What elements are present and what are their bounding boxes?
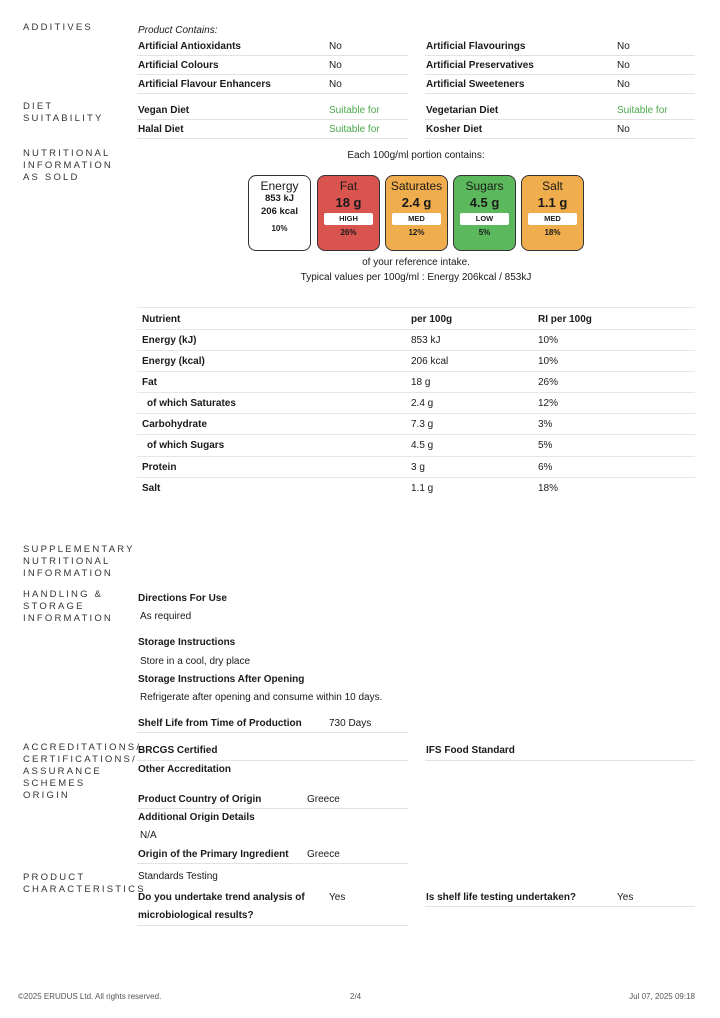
- light-name: Saturates: [390, 179, 443, 193]
- table-row: [137, 477, 695, 498]
- standards-testing-heading: Standards Testing: [138, 871, 218, 882]
- table-cell-nutrient: Energy (kJ): [142, 335, 197, 346]
- additional-origin-label: Additional Origin Details: [138, 812, 255, 823]
- brc-label: BRCGS Certified: [138, 745, 218, 756]
- section-label-origin: ORIGIN: [23, 790, 70, 801]
- light-value: 2.4 g: [401, 195, 432, 210]
- additive-value: No: [329, 60, 342, 71]
- row-divider: [425, 760, 695, 761]
- primary-origin-label: Origin of the Primary Ingredient: [138, 849, 289, 860]
- diet-value: No: [617, 124, 630, 135]
- directions-value: As required: [140, 611, 192, 622]
- row-divider: [137, 93, 408, 94]
- energy-light-kcal: 206 kcal: [261, 206, 298, 217]
- light-pct: 5%: [478, 228, 491, 237]
- country-origin-value: Greece: [307, 794, 340, 805]
- row-divider: [137, 55, 408, 56]
- shelf-life-value: 730 Days: [329, 718, 372, 729]
- light-level: HIGH: [324, 213, 373, 225]
- shelf-test-value: Yes: [617, 892, 634, 903]
- shelf-life-label: Shelf Life from Time of Production: [138, 718, 302, 729]
- light-value: 18 g: [335, 195, 362, 210]
- table-cell-nutrient: Salt: [142, 483, 161, 494]
- additive-label: Artificial Antioxidants: [138, 41, 241, 52]
- row-divider: [137, 138, 408, 139]
- table-header-ri: RI per 100g: [538, 314, 592, 325]
- table-cell-value: 853 kJ: [411, 335, 441, 346]
- ifs-label: IFS Food Standard: [426, 745, 515, 756]
- additive-value: No: [617, 60, 630, 71]
- table-cell-ri: 10%: [538, 335, 559, 346]
- row-divider: [425, 74, 695, 75]
- row-divider: [425, 93, 695, 94]
- diet-label: Vegetarian Diet: [426, 105, 499, 116]
- diet-label: Halal Diet: [138, 124, 184, 135]
- table-cell-nutrient: of which Sugars: [147, 440, 225, 451]
- table-cell-ri: 12%: [538, 398, 559, 409]
- additive-value: No: [617, 41, 630, 52]
- footer-date: Jul 07, 2025 09:18: [629, 992, 695, 1001]
- trend-analysis-label-1: Do you undertake trend analysis of: [138, 892, 305, 903]
- additive-label: Artificial Flavour Enhancers: [138, 79, 271, 90]
- after-opening-label: Storage Instructions After Opening: [138, 674, 305, 685]
- energy-light-name: Energy: [260, 179, 299, 193]
- saturates-light: [385, 175, 448, 251]
- light-pct: 12%: [408, 228, 425, 237]
- table-cell-ri: 5%: [538, 440, 553, 451]
- table-cell-nutrient: of which Saturates: [147, 398, 236, 409]
- table-cell-value: 206 kcal: [411, 356, 449, 367]
- table-cell-ri: 18%: [538, 483, 559, 494]
- shelf-test-label: Is shelf life testing undertaken?: [426, 892, 577, 903]
- table-row: [137, 456, 695, 477]
- row-divider: [425, 906, 695, 907]
- portion-text: Each 100g/ml portion contains:: [347, 150, 485, 161]
- energy-light: [248, 175, 311, 251]
- light-pct: 18%: [544, 228, 561, 237]
- additive-label: Artificial Flavourings: [426, 41, 526, 52]
- fat-light: [317, 175, 380, 251]
- table-header-nutrient: Nutrient: [142, 314, 181, 325]
- row-divider: [137, 925, 408, 926]
- trend-analysis-value: Yes: [329, 892, 346, 903]
- table-cell-value: 4.5 g: [411, 440, 434, 451]
- additive-value: No: [329, 79, 342, 90]
- additives-heading: Product Contains:: [138, 25, 218, 36]
- light-level: MED: [528, 213, 577, 225]
- typical-values-text: Typical values per 100g/ml : Energy 206kcal / 853kJ: [300, 272, 532, 283]
- storage-label: Storage Instructions: [138, 637, 236, 648]
- row-divider: [137, 119, 408, 120]
- row-divider: [137, 74, 408, 75]
- additive-label: Artificial Sweeteners: [426, 79, 525, 90]
- light-name: Sugars: [465, 179, 504, 193]
- table-cell-value: 18 g: [411, 377, 431, 388]
- trend-analysis-label-2: microbiological results?: [138, 910, 254, 921]
- table-cell-ri: 6%: [538, 462, 553, 473]
- section-label-diet: DIET SUITABILITY: [23, 101, 104, 124]
- table-cell-value: 3 g: [411, 462, 425, 473]
- additive-value: No: [617, 79, 630, 90]
- section-label-nutrition: NUTRITIONAL INFORMATION AS SOLD: [23, 148, 113, 183]
- row-divider: [137, 732, 408, 733]
- row-divider: [137, 863, 408, 864]
- table-row: [137, 329, 695, 350]
- table-row: [137, 371, 695, 392]
- light-value: 1.1 g: [537, 195, 568, 210]
- table-cell-value: 1.1 g: [411, 483, 434, 494]
- row-divider: [425, 55, 695, 56]
- footer-copyright: ©2025 ERUDUS Ltd. All rights reserved.: [18, 992, 162, 1001]
- footer-page-number: 2/4: [350, 992, 362, 1001]
- country-origin-label: Product Country of Origin: [138, 794, 262, 805]
- table-cell-ri: 26%: [538, 377, 559, 388]
- diet-label: Vegan Diet: [138, 105, 190, 116]
- table-cell-value: 2.4 g: [411, 398, 434, 409]
- after-opening-value: Refrigerate after opening and consume within 10 days.: [140, 692, 383, 703]
- row-divider: [425, 119, 695, 120]
- additive-label: Artificial Colours: [138, 60, 219, 71]
- table-row: [137, 434, 695, 455]
- additive-value: No: [329, 41, 342, 52]
- light-pct: 26%: [340, 228, 357, 237]
- light-name: Fat: [339, 179, 358, 193]
- row-divider: [137, 808, 408, 809]
- light-level: LOW: [460, 213, 509, 225]
- salt-light: [521, 175, 584, 251]
- section-label-accreditations: ACCREDITATIONS/ CERTIFICATIONS/ ASSURANCE SCHEMES: [23, 742, 142, 789]
- light-name: Salt: [542, 179, 563, 193]
- table-header-per100g: per 100g: [411, 314, 453, 325]
- table-row: [137, 350, 695, 371]
- row-divider: [137, 760, 408, 761]
- table-row: [137, 392, 695, 413]
- sugars-light: [453, 175, 516, 251]
- nutrition-table-header: [137, 307, 695, 329]
- other-accreditation-label: Other Accreditation: [138, 764, 231, 775]
- section-label-supplementary: SUPPLEMENTARY NUTRITIONAL INFORMATION: [23, 544, 135, 579]
- storage-value: Store in a cool, dry place: [140, 656, 251, 667]
- diet-label: Kosher Diet: [426, 124, 483, 135]
- section-label-handling: HANDLING & STORAGE INFORMATION: [23, 589, 113, 624]
- table-cell-ri: 3%: [538, 419, 553, 430]
- diet-value: Suitable for: [617, 105, 668, 116]
- light-value: 4.5 g: [469, 195, 500, 210]
- light-level: MED: [392, 213, 441, 225]
- ri-text: of your reference intake.: [362, 257, 470, 268]
- table-cell-value: 7.3 g: [411, 419, 434, 430]
- table-row: [137, 413, 695, 434]
- directions-label: Directions For Use: [138, 593, 227, 604]
- section-label-additives: ADDITIVES: [23, 22, 93, 33]
- table-cell-nutrient: Carbohydrate: [142, 419, 208, 430]
- diet-value: Suitable for: [329, 105, 380, 116]
- table-cell-nutrient: Protein: [142, 462, 177, 473]
- energy-light-kj: 853 kJ: [264, 193, 295, 204]
- row-divider: [425, 138, 695, 139]
- additional-origin-value: N/A: [140, 830, 157, 841]
- primary-origin-value: Greece: [307, 849, 340, 860]
- diet-value: Suitable for: [329, 124, 380, 135]
- table-cell-nutrient: Fat: [142, 377, 157, 388]
- energy-light-pct: 10%: [271, 224, 288, 233]
- table-cell-nutrient: Energy (kcal): [142, 356, 205, 367]
- additive-label: Artificial Preservatives: [426, 60, 534, 71]
- table-cell-ri: 10%: [538, 356, 559, 367]
- section-label-characteristics: PRODUCT CHARACTERISTICS: [23, 872, 146, 895]
